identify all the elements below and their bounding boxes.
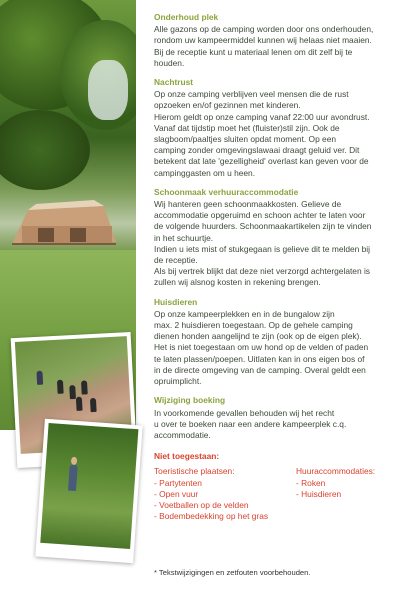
list-item: - Bodembedekking op het gras: [154, 511, 269, 522]
section-nachtrust: [154, 77, 406, 179]
list-item: - Huisdieren: [296, 488, 342, 499]
section-heading: Schoonmaak verhuuraccommodatie: [154, 186, 299, 197]
polaroid-photo-garden: [35, 419, 142, 564]
section-line: rondom uw kampeermiddel kunnen wij helaas niet maaien.: [154, 35, 372, 46]
section-line: in de directe omgeving van de camping. Overal geldt een: [154, 364, 366, 375]
section-line: Hierom geldt op onze camping vanaf 22:00 uur avondrust.: [154, 111, 370, 122]
section-line: te laten plassen/poepen. Uitlaten kan in ons eigen bos of: [154, 353, 365, 364]
list-item: - Roken: [296, 477, 326, 488]
section-line: in het schuurtje.: [154, 232, 214, 243]
section-line: Alle gazons op de camping worden door ons onderhouden,: [154, 24, 374, 35]
section-line: Als bij vertrek blijkt dat deze niet verzorgd achtergelaten is: [154, 266, 370, 277]
section-line: campinggasten om u heen.: [154, 167, 256, 178]
section-line: Bij de receptie kunt u materiaal lenen om dit zelf bij te: [154, 46, 353, 57]
section-schoonmaak: [154, 187, 406, 289]
section-line: Op onze kampeerplekken en in de bungalow zijn: [154, 308, 335, 319]
sky-patch: [88, 60, 128, 120]
garden-photo: [40, 423, 138, 549]
section-line: opruimplicht.: [154, 376, 202, 387]
list-item: - Open vuur: [154, 488, 199, 499]
section-line: Wij hanteren geen schoonmaakkosten. Gelieve de: [154, 199, 342, 210]
section-heading: Wijziging boeking: [154, 395, 226, 406]
section-heading: Huisdieren: [154, 296, 198, 307]
section-line: accommodatie.: [154, 429, 211, 440]
section-heading: Onderhoud plek: [154, 12, 219, 22]
section-wijziging-boeking: [154, 395, 406, 441]
section-line: Indien u iets mist of stukgegaan is gelieve dit te melden bij: [154, 243, 371, 254]
section-line: de volgende huurders. Schoonmaakartikelen zijn te vinden: [154, 221, 372, 232]
tourist-places-list: [154, 466, 290, 522]
section-line: Vanaf dat tijdstip moet het (fluister)stil zijn. Ook de: [154, 122, 340, 133]
section-line: Op onze camping verblijven veel mensen die de rust: [154, 89, 349, 100]
section-line: de receptie.: [154, 255, 198, 266]
rental-accommodations-list: [296, 466, 406, 522]
tree-shape: [0, 110, 90, 190]
tent-illustration: [8, 196, 118, 250]
section-onderhoud-plek: [154, 12, 406, 69]
section-line: zullen wij alsnog kosten in rekening brengen.: [154, 277, 321, 288]
section-line: u over te boeken naar een andere kampeerplek c.q.: [154, 418, 347, 429]
rules-text-column: [154, 12, 406, 522]
section-line: max. 2 huisdieren toegestaan. Op de gehele camping: [154, 320, 353, 331]
list-title: Toeristische plaatsen:: [154, 466, 235, 477]
not-allowed-lists: [154, 466, 406, 522]
list-title: Huuraccommodaties:: [296, 466, 376, 477]
list-item: - Voetballen op de velden: [154, 499, 249, 510]
section-line: accommodatie opgeruimd en schoon achter te laten voor: [154, 210, 366, 221]
section-line: slagboom/paaltjes sluiten opdat moment. Op een: [154, 134, 337, 145]
section-line: Het is niet toegestaan om uw hond op de velden of paden: [154, 342, 369, 353]
section-heading: Nachtrust: [154, 77, 194, 88]
list-item: - Partytenten: [154, 477, 202, 488]
section-line: camping zonder omgevingslawaai draagt geluid ver. Dit: [154, 145, 360, 156]
footnote: * Tekstwijzigingen en zetfouten voorbehouden.: [154, 568, 311, 577]
not-allowed-heading: Niet toegestaan:: [154, 451, 220, 462]
section-line: dienen honden aangelijnd te zijn (ook op de eigen plek).: [154, 331, 362, 342]
section-line: In voorkomende gevallen behouden wij het recht: [154, 407, 335, 418]
section-line: betekent dat late 'gezelligheid' overlast kan geven voor de: [154, 156, 369, 167]
section-line: opzoeken en/of gezinnen met kinderen.: [154, 100, 301, 111]
section-huisdieren: [154, 297, 406, 388]
section-line: houden.: [154, 57, 185, 68]
